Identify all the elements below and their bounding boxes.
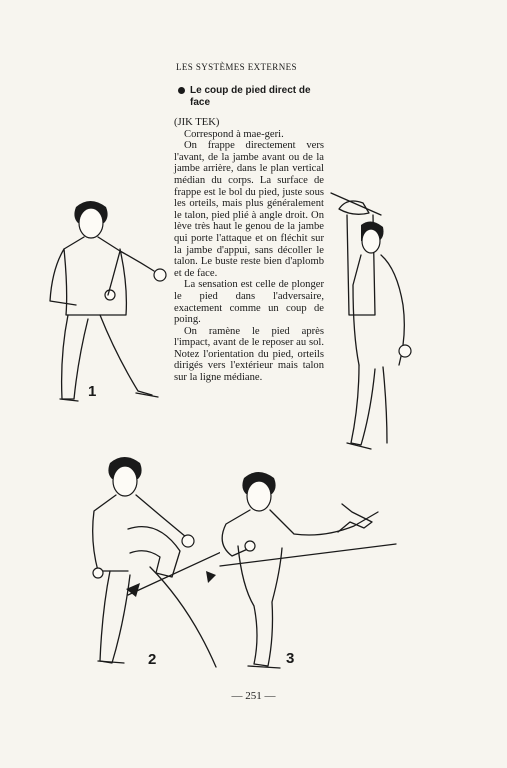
paragraph: On frappe directement vers l'avant, de la jambe avant ou de la jambe arrière, dans le plan vertical médian du corps. La surface de frappe est le bol du pied, juste sous les orteils, mais plus généralement le talon, pied plié à angle droit. On lève très haut le genou de la jambe qui porte l'attaque et on fléchit sur la jambe d'appui, sans décoller le talon. Le buste reste bien d'aplomb et de face. — [174, 140, 324, 279]
section-title-text: Le coup de pied direct de face — [190, 85, 311, 108]
high-kick-illustration — [325, 185, 425, 465]
figure-2-illustration — [80, 455, 220, 675]
figure-2 — [80, 455, 220, 675]
paragraph: La sensation est celle de plonger le pied dans l'adversaire, exactement comme un coup de poing. — [174, 279, 324, 326]
figure-3-illustration — [210, 470, 400, 675]
bullet-icon — [178, 87, 185, 94]
body-heading: (JIK TEK) — [174, 117, 220, 128]
page-number: — 251 — — [231, 690, 276, 702]
body-text — [174, 117, 324, 384]
paragraph: Correspond à mae-geri. — [184, 128, 284, 140]
paragraph: On ramène le pied après l'impact, avant de le reposer au sol. Notez l'orientation du pied, orteils dirigés vers l'extérieur mais talon sur la ligne médiane. — [174, 325, 324, 384]
running-head: LES SYSTÈMES EXTERNES — [176, 62, 297, 72]
figure-1-illustration — [40, 195, 180, 415]
section-title — [178, 85, 328, 109]
figure-2-number: 2 — [148, 651, 157, 668]
figure-3 — [210, 470, 400, 675]
figure-1-number: 1 — [88, 383, 97, 400]
figure-high-kick — [325, 185, 425, 465]
figure-3-number: 3 — [286, 650, 295, 667]
figure-1 — [40, 195, 180, 415]
